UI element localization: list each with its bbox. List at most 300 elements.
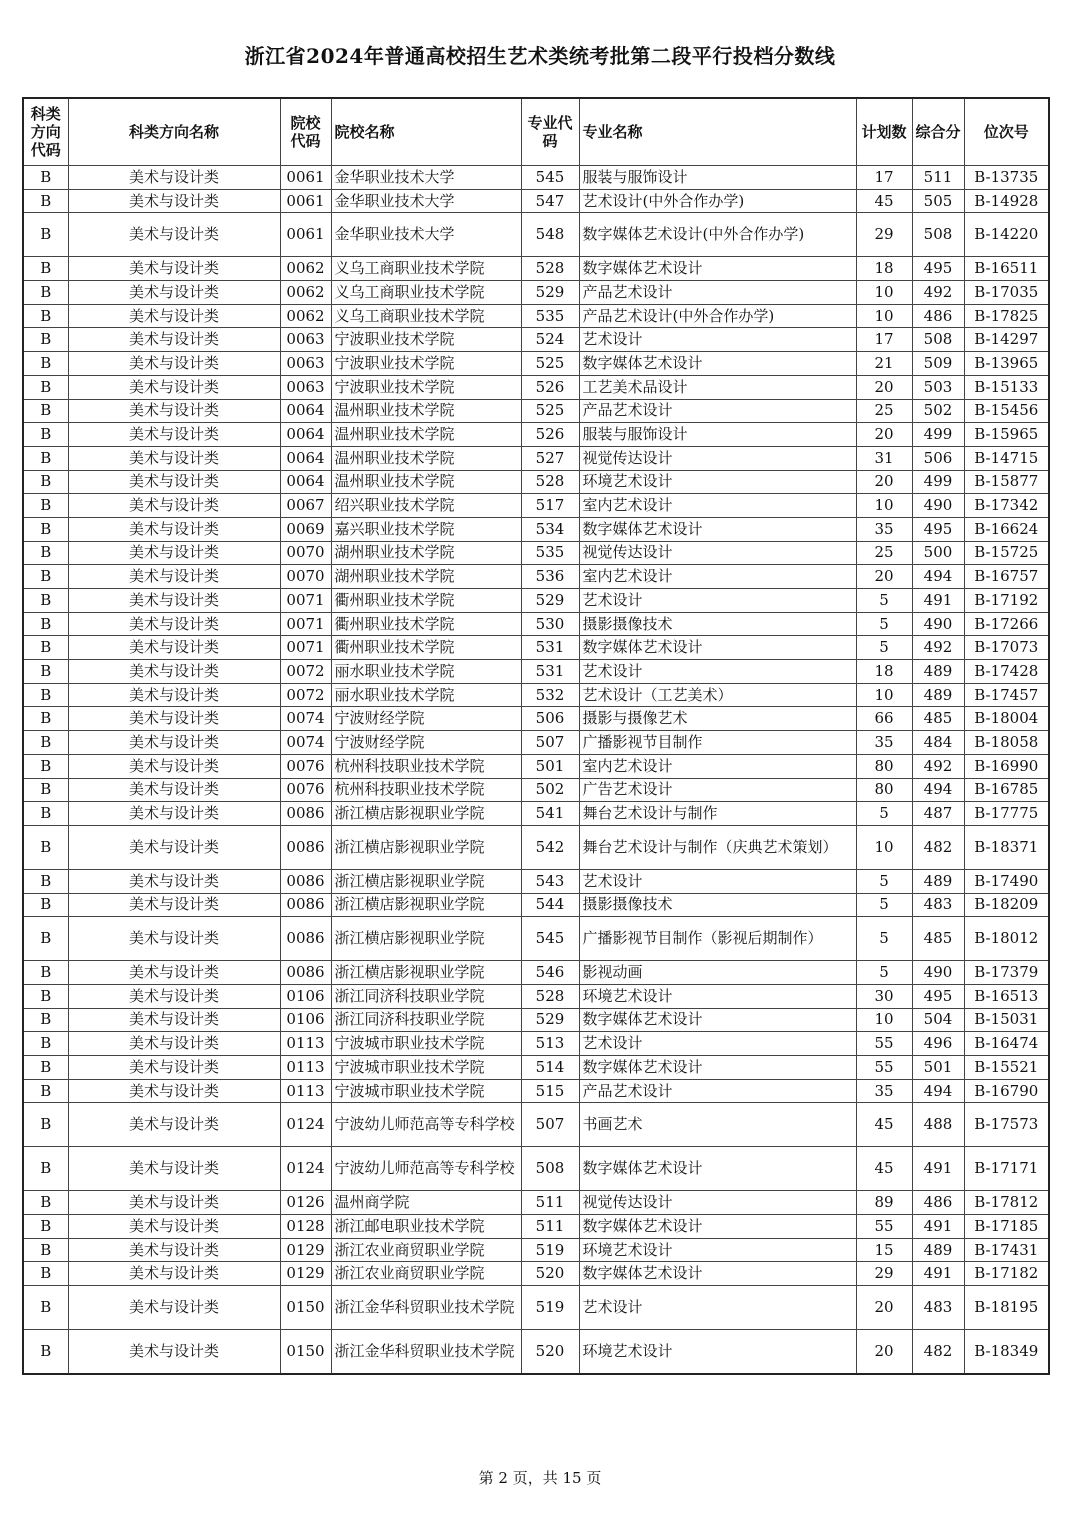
cell-major-code: 545 [521, 917, 579, 961]
table-row [23, 1215, 1049, 1239]
cell-category-name: 美术与设计类 [68, 494, 280, 518]
cell-plan-count: 5 [856, 869, 912, 893]
table-row [23, 961, 1049, 985]
cell-school-code: 0061 [280, 166, 331, 190]
table-row [23, 213, 1049, 257]
cell-major-code: 524 [521, 328, 579, 352]
cell-composite-score: 490 [912, 494, 964, 518]
table-row [23, 917, 1049, 961]
cell-major-name: 环境艺术设计 [579, 470, 856, 494]
cell-category-name: 美术与设计类 [68, 802, 280, 826]
cell-category-name: 美术与设计类 [68, 1191, 280, 1215]
cell-plan-count: 5 [856, 802, 912, 826]
cell-rank: B-17185 [964, 1215, 1049, 1239]
cell-school-name: 浙江横店影视职业学院 [331, 869, 521, 893]
cell-school-code: 0067 [280, 494, 331, 518]
cell-category-name: 美术与设计类 [68, 1079, 280, 1103]
table-row [23, 166, 1049, 190]
cell-category-name: 美术与设计类 [68, 612, 280, 636]
cell-school-name: 温州职业技术学院 [331, 399, 521, 423]
cell-rank: B-17431 [964, 1238, 1049, 1262]
cell-school-code: 0086 [280, 869, 331, 893]
cell-major-name: 视觉传达设计 [579, 541, 856, 565]
cell-composite-score: 508 [912, 328, 964, 352]
cell-major-name: 数字媒体艺术设计 [579, 1262, 856, 1286]
cell-school-name: 义乌工商职业技术学院 [331, 304, 521, 328]
cell-major-code: 507 [521, 731, 579, 755]
cell-category-code: B [23, 423, 68, 447]
cell-school-name: 义乌工商职业技术学院 [331, 281, 521, 305]
cell-rank: B-17812 [964, 1191, 1049, 1215]
cell-school-name: 宁波城市职业技术学院 [331, 1079, 521, 1103]
cell-rank: B-15725 [964, 541, 1049, 565]
cell-composite-score: 494 [912, 565, 964, 589]
cell-major-code: 529 [521, 1008, 579, 1032]
cell-major-code: 513 [521, 1032, 579, 1056]
cell-category-name: 美术与设计类 [68, 541, 280, 565]
cell-composite-score: 495 [912, 517, 964, 541]
cell-major-code: 520 [521, 1262, 579, 1286]
cell-school-name: 金华职业技术大学 [331, 166, 521, 190]
cell-category-name: 美术与设计类 [68, 1238, 280, 1262]
table-row [23, 754, 1049, 778]
cell-school-name: 浙江同济科技职业学院 [331, 984, 521, 1008]
table-row [23, 893, 1049, 917]
cell-category-code: B [23, 1079, 68, 1103]
cell-category-code: B [23, 328, 68, 352]
cell-category-code: B [23, 446, 68, 470]
cell-category-name: 美术与设计类 [68, 166, 280, 190]
cell-major-code: 511 [521, 1191, 579, 1215]
header-category-name: 科类方向名称 [68, 98, 280, 166]
cell-rank: B-17775 [964, 802, 1049, 826]
cell-school-name: 浙江横店影视职业学院 [331, 825, 521, 869]
cell-category-name: 美术与设计类 [68, 1147, 280, 1191]
cell-rank: B-17182 [964, 1262, 1049, 1286]
cell-composite-score: 492 [912, 281, 964, 305]
cell-major-name: 产品艺术设计 [579, 399, 856, 423]
cell-category-code: B [23, 1330, 68, 1375]
table-row [23, 281, 1049, 305]
table-row [23, 517, 1049, 541]
table-row [23, 589, 1049, 613]
table-row [23, 707, 1049, 731]
cell-category-name: 美术与设计类 [68, 423, 280, 447]
cell-major-name: 艺术设计 [579, 869, 856, 893]
cell-plan-count: 18 [856, 257, 912, 281]
cell-rank: B-17266 [964, 612, 1049, 636]
cell-school-name: 宁波幼儿师范高等专科学校 [331, 1147, 521, 1191]
cell-rank: B-13965 [964, 352, 1049, 376]
cell-plan-count: 10 [856, 683, 912, 707]
cell-category-code: B [23, 660, 68, 684]
cell-school-code: 0129 [280, 1238, 331, 1262]
table-row [23, 328, 1049, 352]
cell-major-code: 502 [521, 778, 579, 802]
cell-plan-count: 45 [856, 1103, 912, 1147]
table-row [23, 423, 1049, 447]
cell-composite-score: 509 [912, 352, 964, 376]
cell-composite-score: 503 [912, 375, 964, 399]
cell-plan-count: 10 [856, 825, 912, 869]
cell-major-name: 数字媒体艺术设计 [579, 1147, 856, 1191]
cell-category-code: B [23, 961, 68, 985]
cell-major-code: 543 [521, 869, 579, 893]
cell-rank: B-13735 [964, 166, 1049, 190]
cell-major-name: 室内艺术设计 [579, 754, 856, 778]
cell-category-code: B [23, 541, 68, 565]
cell-rank: B-16790 [964, 1079, 1049, 1103]
cell-composite-score: 482 [912, 1330, 964, 1375]
cell-composite-score: 496 [912, 1032, 964, 1056]
cell-category-code: B [23, 683, 68, 707]
cell-school-code: 0086 [280, 802, 331, 826]
cell-school-name: 绍兴职业技术学院 [331, 494, 521, 518]
cell-category-code: B [23, 470, 68, 494]
cell-major-name: 产品艺术设计(中外合作办学) [579, 304, 856, 328]
cell-major-code: 527 [521, 446, 579, 470]
cell-major-code: 546 [521, 961, 579, 985]
table-row [23, 869, 1049, 893]
cell-category-name: 美术与设计类 [68, 399, 280, 423]
cell-major-name: 室内艺术设计 [579, 565, 856, 589]
cell-category-code: B [23, 778, 68, 802]
header-plan-count: 计划数 [856, 98, 912, 166]
cell-composite-score: 494 [912, 778, 964, 802]
cell-major-name: 环境艺术设计 [579, 1238, 856, 1262]
cell-major-name: 舞台艺术设计与制作 [579, 802, 856, 826]
cell-category-code: B [23, 399, 68, 423]
cell-category-code: B [23, 304, 68, 328]
cell-school-name: 宁波职业技术学院 [331, 352, 521, 376]
table-row [23, 1262, 1049, 1286]
cell-plan-count: 10 [856, 1008, 912, 1032]
cell-major-name: 室内艺术设计 [579, 494, 856, 518]
cell-school-code: 0062 [280, 304, 331, 328]
cell-school-code: 0106 [280, 1008, 331, 1032]
cell-major-code: 526 [521, 375, 579, 399]
cell-major-name: 数字媒体艺术设计 [579, 636, 856, 660]
cell-composite-score: 495 [912, 257, 964, 281]
cell-rank: B-15031 [964, 1008, 1049, 1032]
cell-rank: B-18004 [964, 707, 1049, 731]
cell-category-code: B [23, 189, 68, 213]
cell-school-name: 浙江同济科技职业学院 [331, 1008, 521, 1032]
cell-composite-score: 490 [912, 612, 964, 636]
table-row [23, 399, 1049, 423]
cell-school-name: 嘉兴职业技术学院 [331, 517, 521, 541]
cell-rank: B-17573 [964, 1103, 1049, 1147]
cell-school-code: 0128 [280, 1215, 331, 1239]
cell-category-code: B [23, 893, 68, 917]
cell-rank: B-16511 [964, 257, 1049, 281]
admission-score-table [22, 97, 1050, 1375]
cell-school-code: 0129 [280, 1262, 331, 1286]
table-row [23, 446, 1049, 470]
page-title: 浙江省2024年普通高校招生艺术类统考批第二段平行投档分数线 [244, 44, 836, 68]
cell-school-code: 0086 [280, 825, 331, 869]
cell-school-name: 浙江金华科贸职业技术学院 [331, 1330, 521, 1375]
cell-school-name: 湖州职业技术学院 [331, 565, 521, 589]
cell-major-code: 529 [521, 281, 579, 305]
cell-plan-count: 21 [856, 352, 912, 376]
cell-category-name: 美术与设计类 [68, 893, 280, 917]
cell-major-name: 摄影与摄像艺术 [579, 707, 856, 731]
cell-category-code: B [23, 731, 68, 755]
cell-school-name: 宁波职业技术学院 [331, 375, 521, 399]
cell-category-name: 美术与设计类 [68, 446, 280, 470]
cell-category-name: 美术与设计类 [68, 660, 280, 684]
cell-category-code: B [23, 565, 68, 589]
table-row [23, 1008, 1049, 1032]
cell-category-code: B [23, 707, 68, 731]
cell-plan-count: 18 [856, 660, 912, 684]
cell-school-name: 温州职业技术学院 [331, 470, 521, 494]
table-row [23, 683, 1049, 707]
cell-school-name: 衢州职业技术学院 [331, 636, 521, 660]
cell-school-name: 宁波财经学院 [331, 731, 521, 755]
table-row [23, 257, 1049, 281]
cell-category-name: 美术与设计类 [68, 1032, 280, 1056]
cell-school-name: 宁波财经学院 [331, 707, 521, 731]
cell-school-code: 0113 [280, 1056, 331, 1080]
cell-major-code: 531 [521, 636, 579, 660]
cell-major-name: 艺术设计（工艺美术） [579, 683, 856, 707]
table-row [23, 731, 1049, 755]
cell-rank: B-16757 [964, 565, 1049, 589]
cell-rank: B-16513 [964, 984, 1049, 1008]
table-body [23, 166, 1049, 1375]
cell-major-name: 数字媒体艺术设计 [579, 1056, 856, 1080]
cell-plan-count: 35 [856, 1079, 912, 1103]
cell-major-code: 547 [521, 189, 579, 213]
cell-category-name: 美术与设计类 [68, 352, 280, 376]
cell-school-name: 浙江横店影视职业学院 [331, 893, 521, 917]
cell-school-code: 0086 [280, 961, 331, 985]
cell-composite-score: 483 [912, 1286, 964, 1330]
cell-school-code: 0071 [280, 636, 331, 660]
cell-major-code: 531 [521, 660, 579, 684]
cell-plan-count: 80 [856, 778, 912, 802]
table-row [23, 1238, 1049, 1262]
cell-composite-score: 483 [912, 893, 964, 917]
table-row [23, 1330, 1049, 1375]
cell-plan-count: 55 [856, 1032, 912, 1056]
cell-rank: B-17073 [964, 636, 1049, 660]
cell-major-name: 广播影视节目制作（影视后期制作） [579, 917, 856, 961]
cell-school-code: 0074 [280, 731, 331, 755]
cell-school-name: 衢州职业技术学院 [331, 612, 521, 636]
cell-major-code: 517 [521, 494, 579, 518]
cell-category-code: B [23, 1262, 68, 1286]
cell-school-code: 0086 [280, 893, 331, 917]
cell-major-code: 535 [521, 541, 579, 565]
cell-school-code: 0071 [280, 612, 331, 636]
cell-plan-count: 31 [856, 446, 912, 470]
table-row [23, 660, 1049, 684]
cell-school-code: 0061 [280, 213, 331, 257]
cell-composite-score: 499 [912, 470, 964, 494]
table-row [23, 304, 1049, 328]
cell-category-name: 美术与设计类 [68, 778, 280, 802]
cell-major-code: 511 [521, 1215, 579, 1239]
cell-composite-score: 485 [912, 917, 964, 961]
cell-major-name: 数字媒体艺术设计 [579, 517, 856, 541]
cell-plan-count: 5 [856, 612, 912, 636]
cell-school-name: 衢州职业技术学院 [331, 589, 521, 613]
cell-composite-score: 504 [912, 1008, 964, 1032]
cell-school-code: 0113 [280, 1079, 331, 1103]
table-row [23, 541, 1049, 565]
cell-category-name: 美术与设计类 [68, 754, 280, 778]
cell-category-code: B [23, 1238, 68, 1262]
table-row [23, 1147, 1049, 1191]
cell-major-name: 视觉传达设计 [579, 1191, 856, 1215]
table-row [23, 636, 1049, 660]
cell-major-code: 536 [521, 565, 579, 589]
cell-school-name: 丽水职业技术学院 [331, 660, 521, 684]
cell-category-name: 美术与设计类 [68, 257, 280, 281]
header-school-name: 院校名称 [331, 98, 521, 166]
table-row [23, 1191, 1049, 1215]
cell-category-name: 美术与设计类 [68, 1215, 280, 1239]
cell-school-code: 0150 [280, 1330, 331, 1375]
cell-category-code: B [23, 1103, 68, 1147]
cell-plan-count: 25 [856, 541, 912, 565]
cell-category-name: 美术与设计类 [68, 189, 280, 213]
cell-composite-score: 489 [912, 1238, 964, 1262]
cell-school-code: 0106 [280, 984, 331, 1008]
cell-rank: B-17192 [964, 589, 1049, 613]
cell-school-code: 0069 [280, 517, 331, 541]
cell-category-code: B [23, 754, 68, 778]
cell-school-name: 宁波幼儿师范高等专科学校 [331, 1103, 521, 1147]
header-category-code: 科类方向代码 [23, 98, 68, 166]
cell-school-name: 温州职业技术学院 [331, 446, 521, 470]
cell-plan-count: 20 [856, 565, 912, 589]
cell-rank: B-15133 [964, 375, 1049, 399]
cell-rank: B-15877 [964, 470, 1049, 494]
cell-rank: B-18195 [964, 1286, 1049, 1330]
cell-major-code: 535 [521, 304, 579, 328]
cell-composite-score: 508 [912, 213, 964, 257]
cell-plan-count: 10 [856, 281, 912, 305]
cell-school-code: 0063 [280, 375, 331, 399]
cell-major-name: 服装与服饰设计 [579, 166, 856, 190]
cell-plan-count: 35 [856, 517, 912, 541]
cell-school-code: 0072 [280, 660, 331, 684]
cell-category-code: B [23, 636, 68, 660]
page-footer: 第 2 页，共 15 页 [478, 1469, 602, 1487]
cell-major-name: 数字媒体艺术设计 [579, 257, 856, 281]
cell-rank: B-15521 [964, 1056, 1049, 1080]
cell-rank: B-16474 [964, 1032, 1049, 1056]
table-row [23, 494, 1049, 518]
cell-plan-count: 20 [856, 470, 912, 494]
cell-composite-score: 499 [912, 423, 964, 447]
cell-category-name: 美术与设计类 [68, 961, 280, 985]
cell-composite-score: 491 [912, 1215, 964, 1239]
cell-category-name: 美术与设计类 [68, 731, 280, 755]
cell-category-code: B [23, 1008, 68, 1032]
cell-major-name: 数字媒体艺术设计(中外合作办学) [579, 213, 856, 257]
cell-plan-count: 25 [856, 399, 912, 423]
cell-composite-score: 506 [912, 446, 964, 470]
cell-major-name: 数字媒体艺术设计 [579, 352, 856, 376]
cell-major-name: 摄影摄像技术 [579, 612, 856, 636]
cell-school-code: 0064 [280, 399, 331, 423]
cell-major-name: 艺术设计 [579, 660, 856, 684]
cell-category-name: 美术与设计类 [68, 1008, 280, 1032]
header-major-name: 专业名称 [579, 98, 856, 166]
cell-major-code: 526 [521, 423, 579, 447]
cell-category-code: B [23, 1286, 68, 1330]
cell-school-name: 浙江农业商贸职业学院 [331, 1262, 521, 1286]
cell-rank: B-17342 [964, 494, 1049, 518]
cell-major-code: 525 [521, 399, 579, 423]
cell-rank: B-17490 [964, 869, 1049, 893]
cell-category-name: 美术与设计类 [68, 636, 280, 660]
cell-rank: B-14715 [964, 446, 1049, 470]
cell-rank: B-17825 [964, 304, 1049, 328]
cell-school-code: 0061 [280, 189, 331, 213]
table-row [23, 470, 1049, 494]
cell-category-code: B [23, 517, 68, 541]
cell-school-code: 0124 [280, 1147, 331, 1191]
table-row [23, 802, 1049, 826]
header-rank: 位次号 [964, 98, 1049, 166]
cell-category-name: 美术与设计类 [68, 1262, 280, 1286]
cell-composite-score: 492 [912, 754, 964, 778]
cell-major-name: 工艺美术品设计 [579, 375, 856, 399]
cell-category-name: 美术与设计类 [68, 328, 280, 352]
cell-category-code: B [23, 1056, 68, 1080]
cell-composite-score: 500 [912, 541, 964, 565]
cell-rank: B-18012 [964, 917, 1049, 961]
cell-school-name: 浙江横店影视职业学院 [331, 802, 521, 826]
cell-school-code: 0126 [280, 1191, 331, 1215]
cell-category-name: 美术与设计类 [68, 1056, 280, 1080]
cell-category-name: 美术与设计类 [68, 304, 280, 328]
cell-composite-score: 485 [912, 707, 964, 731]
cell-major-name: 书画艺术 [579, 1103, 856, 1147]
table-row [23, 189, 1049, 213]
cell-rank: B-17035 [964, 281, 1049, 305]
cell-composite-score: 492 [912, 636, 964, 660]
cell-school-name: 宁波职业技术学院 [331, 328, 521, 352]
cell-major-name: 广播影视节目制作 [579, 731, 856, 755]
cell-category-code: B [23, 352, 68, 376]
cell-plan-count: 5 [856, 917, 912, 961]
cell-major-code: 534 [521, 517, 579, 541]
cell-composite-score: 501 [912, 1056, 964, 1080]
cell-school-code: 0086 [280, 917, 331, 961]
cell-plan-count: 20 [856, 423, 912, 447]
cell-rank: B-17171 [964, 1147, 1049, 1191]
cell-major-code: 532 [521, 683, 579, 707]
cell-category-name: 美术与设计类 [68, 213, 280, 257]
cell-major-code: 530 [521, 612, 579, 636]
cell-plan-count: 5 [856, 589, 912, 613]
cell-category-name: 美术与设计类 [68, 984, 280, 1008]
cell-school-code: 0064 [280, 423, 331, 447]
cell-category-code: B [23, 1032, 68, 1056]
cell-composite-score: 487 [912, 802, 964, 826]
cell-major-name: 数字媒体艺术设计 [579, 1008, 856, 1032]
cell-school-code: 0064 [280, 470, 331, 494]
cell-category-name: 美术与设计类 [68, 825, 280, 869]
cell-composite-score: 491 [912, 589, 964, 613]
